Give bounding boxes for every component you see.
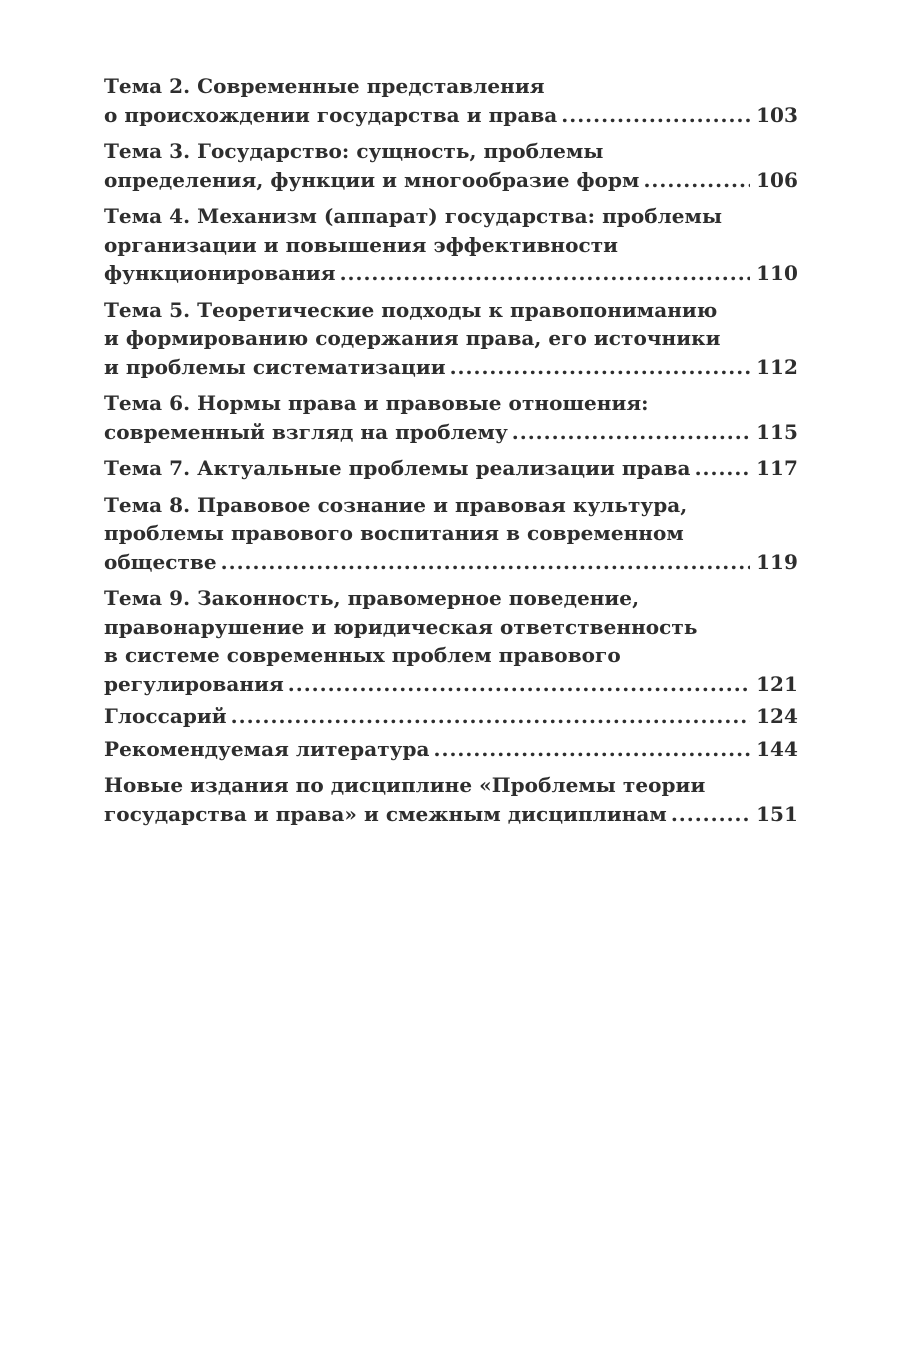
- page-number: 106: [756, 167, 798, 192]
- dot-leader: [671, 800, 750, 829]
- toc-entry-title-line: Новые издания по дисциплине «Проблемы теории: [104, 773, 706, 797]
- toc-entry-title-line: и проблемы систематизации: [104, 354, 446, 379]
- page-number: 110: [756, 261, 798, 285]
- dot-leader: [512, 418, 750, 447]
- toc-entry-title-line: государства и права» и смежным дисциплинам: [104, 801, 667, 826]
- page-number: 119: [756, 549, 798, 574]
- dot-leader: [434, 735, 751, 764]
- page-number: 115: [756, 419, 798, 444]
- dot-leader: [231, 702, 750, 731]
- toc-entry-title-line: Тема 9. Законность, правомерное поведение,: [104, 586, 640, 610]
- toc-entry-title-line: регулирования: [104, 671, 284, 696]
- toc-entry[interactable]: [104, 72, 798, 129]
- toc-entry-title-line: современный взгляд на проблему: [104, 419, 508, 444]
- page-number: 151: [756, 801, 798, 826]
- toc-entry-last-line: [104, 735, 798, 764]
- toc-entry[interactable]: [104, 454, 798, 483]
- toc-entry-last-line: [104, 454, 798, 483]
- toc-entry-title-line: Тема 4. Механизм (аппарат) государства: проблемы: [104, 204, 723, 228]
- dot-leader: [561, 101, 750, 130]
- toc-entry-title-line: функционирования: [104, 261, 336, 285]
- toc-entry[interactable]: [104, 702, 798, 731]
- toc-entry-last-line: [104, 418, 798, 447]
- toc-entry[interactable]: [104, 735, 798, 764]
- page-number: 144: [756, 736, 798, 761]
- toc-entry-last-line: [104, 670, 798, 699]
- page-number: 112: [756, 354, 798, 379]
- toc-entry-title-line: Рекомендуемая литература: [104, 736, 430, 761]
- dot-leader: [643, 166, 750, 195]
- toc-entry[interactable]: [104, 296, 798, 382]
- toc-entry-last-line: [104, 259, 798, 288]
- toc-entry[interactable]: [104, 389, 798, 446]
- dot-leader: [340, 259, 751, 288]
- toc-entry-title-line: Тема 8. Правовое сознание и правовая культура,: [104, 492, 688, 517]
- table-of-contents: [104, 72, 798, 836]
- toc-entry-title-line: Тема 2. Современные представления: [104, 74, 545, 98]
- toc-entry[interactable]: [104, 771, 798, 828]
- page-number: 117: [756, 456, 798, 480]
- dot-leader: [221, 548, 750, 577]
- toc-entry-title-line: определения, функции и многообразие форм: [104, 167, 640, 192]
- toc-entry-last-line: [104, 548, 798, 577]
- toc-entry-title-line: правонарушение и юридическая ответственность: [104, 614, 698, 639]
- toc-entry-title-line: Тема 7. Актуальные проблемы реализации права: [104, 456, 691, 480]
- toc-entry-title-line: Тема 5. Теоретические подходы к правопониманию: [104, 297, 718, 322]
- toc-entry-last-line: [104, 353, 798, 382]
- dot-leader: [695, 454, 751, 483]
- toc-entry-title-line: о происхождении государства и права: [104, 102, 558, 127]
- toc-entry[interactable]: [104, 137, 798, 194]
- page-number: 121: [756, 671, 798, 696]
- toc-entry[interactable]: [104, 491, 798, 577]
- toc-entry-title-line: Глоссарий: [104, 704, 227, 728]
- toc-entry-title-line: в системе современных проблем правового: [104, 643, 621, 667]
- toc-entry-last-line: [104, 800, 798, 829]
- toc-entry-last-line: [104, 101, 798, 130]
- toc-entry-title-line: проблемы правового воспитания в современном: [104, 521, 684, 545]
- toc-entry-title-line: Тема 3. Государство: сущность, проблемы: [104, 139, 604, 163]
- page-number: 103: [756, 102, 798, 127]
- toc-entry-title-line: и формированию содержания права, его источники: [104, 326, 721, 350]
- toc-entry[interactable]: [104, 584, 798, 698]
- toc-entry-title-line: обществе: [104, 549, 217, 574]
- dot-leader: [288, 670, 750, 699]
- toc-entry-last-line: [104, 166, 798, 195]
- toc-entry-title-line: организации и повышения эффективности: [104, 232, 619, 257]
- toc-entry-last-line: [104, 702, 798, 731]
- toc-entry[interactable]: [104, 202, 798, 288]
- page-number: 124: [756, 704, 798, 728]
- dot-leader: [450, 353, 751, 382]
- toc-entry-title-line: Тема 6. Нормы права и правовые отношения:: [104, 391, 649, 415]
